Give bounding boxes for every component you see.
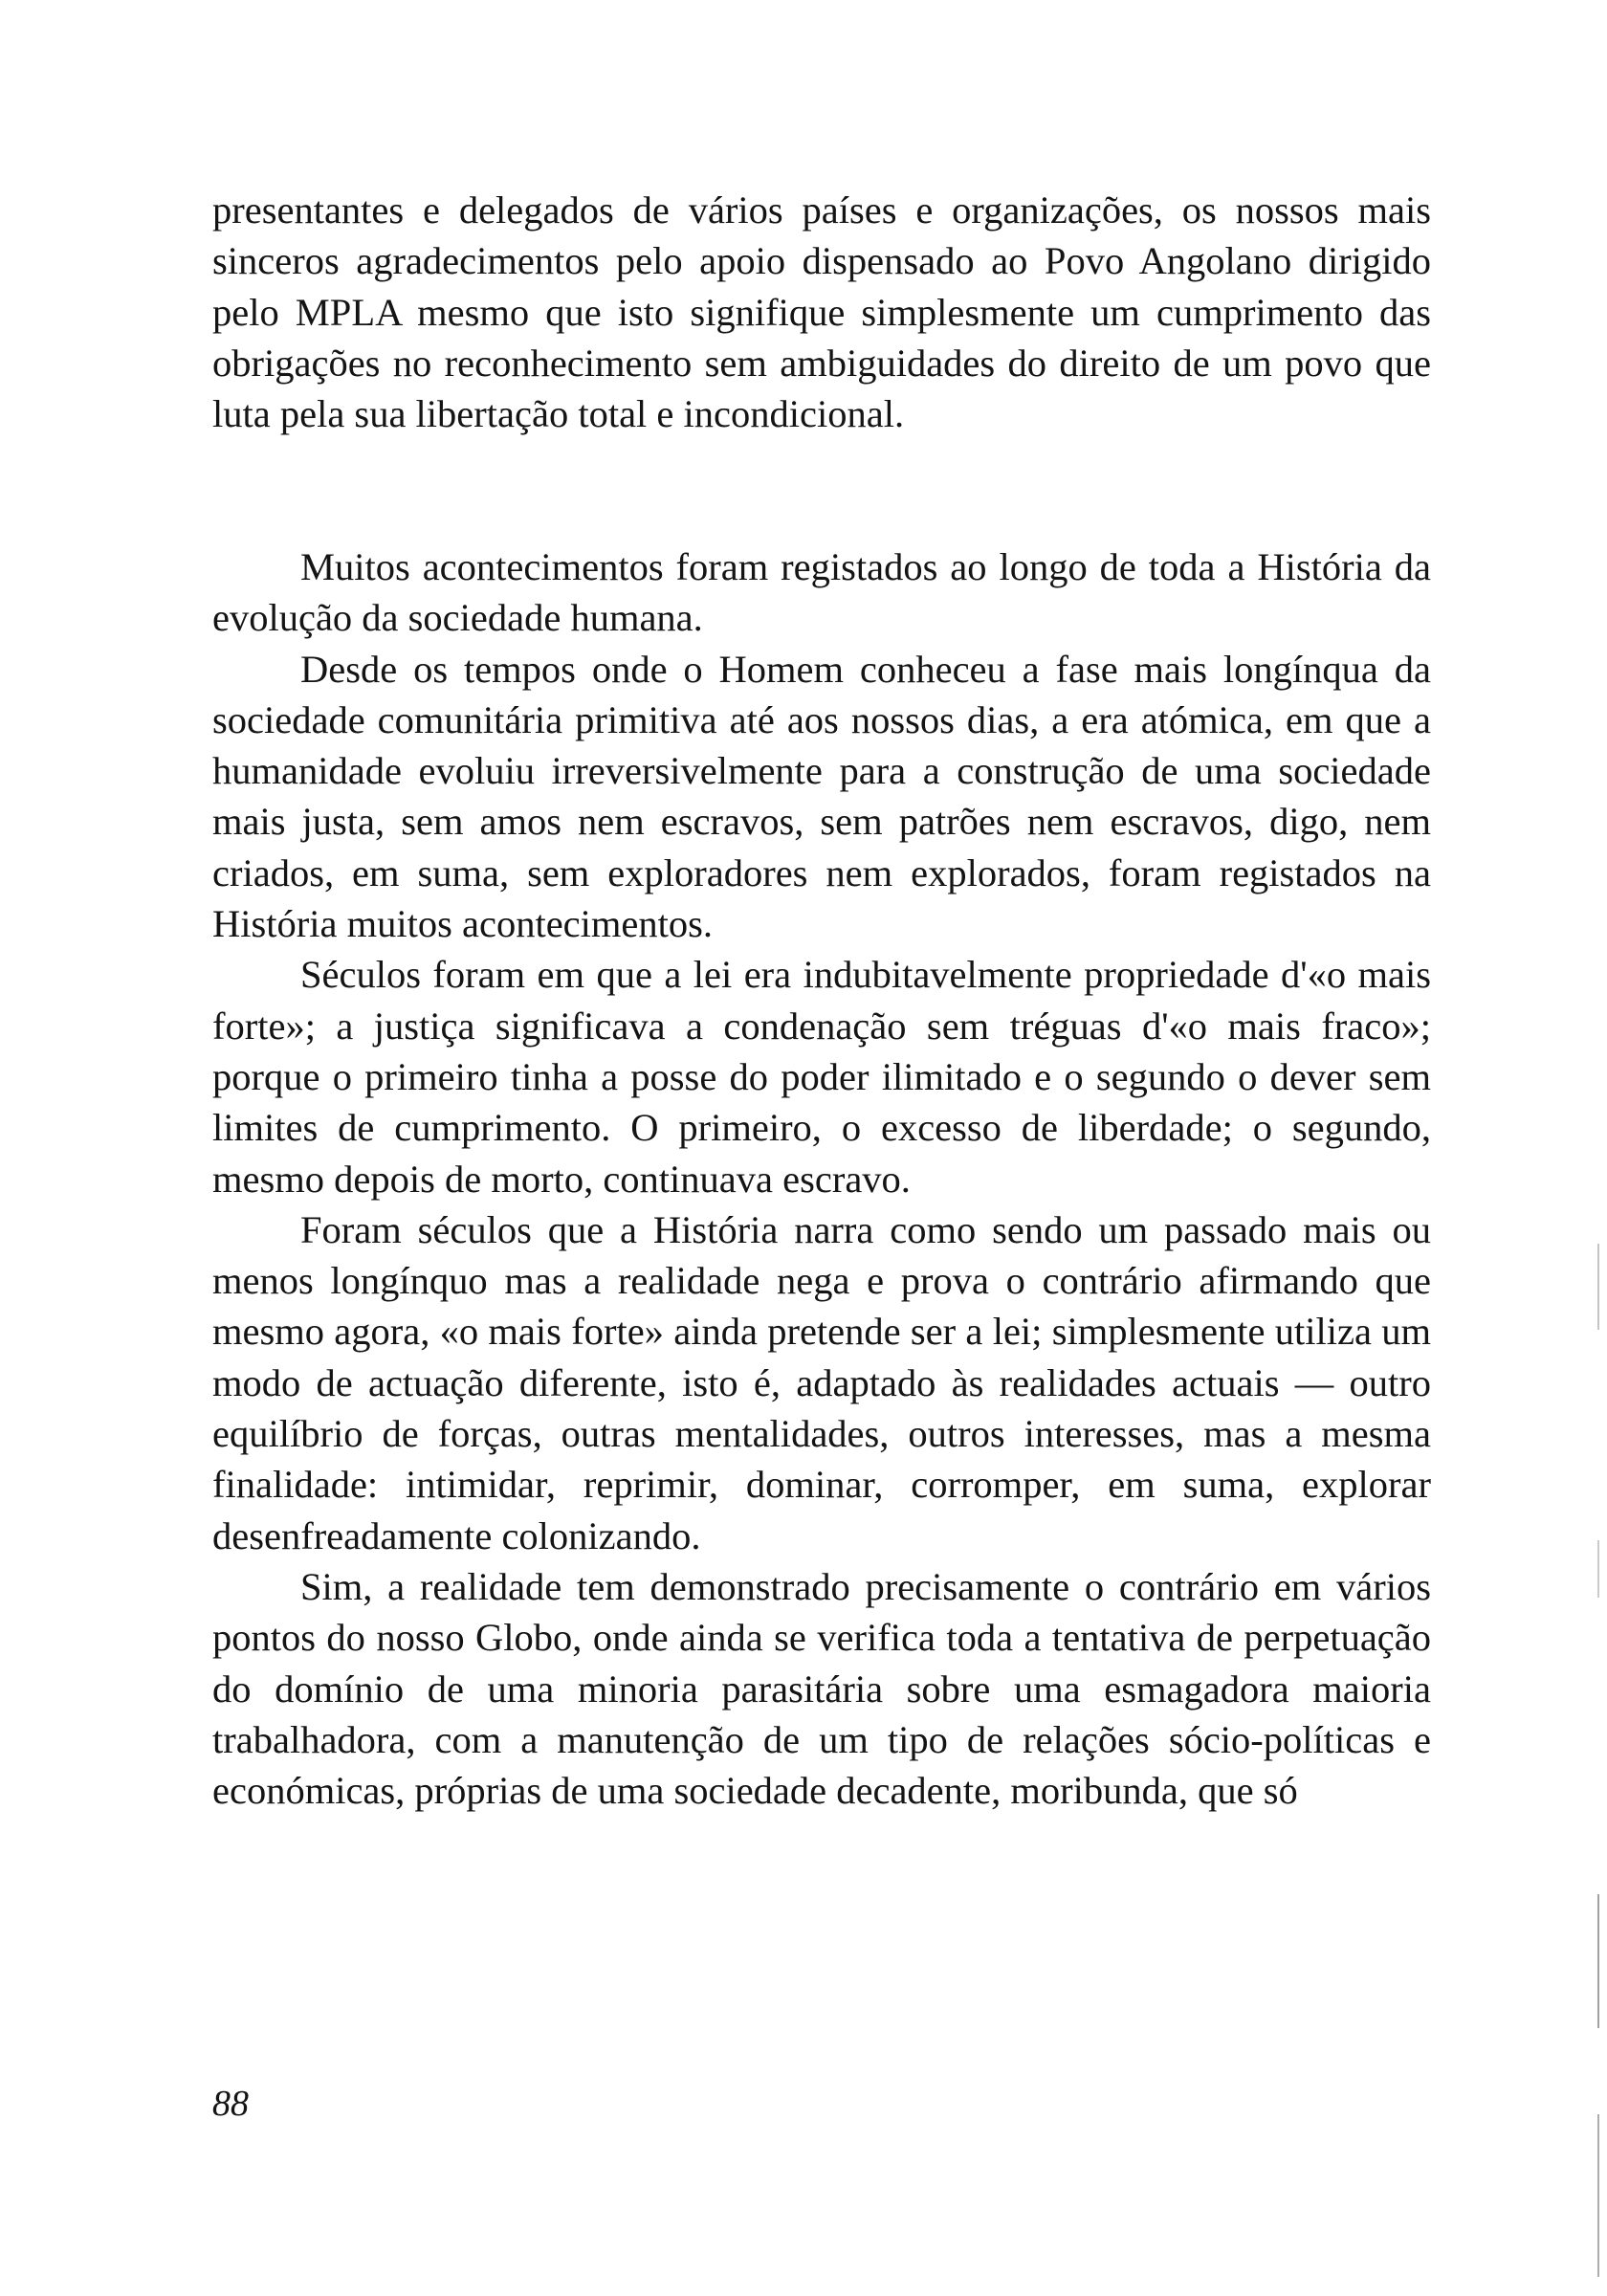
paragraph: Desde os tempos onde o Homem conheceu a fase mais longínqua da sociedade comunitária primitiva até aos nossos dias, a era atómica, em que a humanidade evoluiu irreversivelmente para a construção de uma sociedade mais justa, sem amos nem escravos, sem patrões nem escravos, digo, nem criados, em suma, sem exploradores nem explorados, foram registados na História muitos acontecimentos.: [212, 647, 1431, 946]
paragraph: Foram séculos que a História narra como sendo um passado mais ou menos longínquo mas a realidade nega e prova o contrário afirmando que mesmo agora, «o mais forte» ainda pretende ser a lei; simplesmente utiliza um modo de actuação diferente, isto é, adaptado às realidades actuais — outro equilíbrio de forças, outras mentalidades, outros interesses, mas a mesma finalidade: intimidar, reprimir, dominar, corromper, em suma, explorar desenfreadamente colonizando.: [212, 1207, 1431, 1557]
paragraph-continuation: presentantes e delegados de vários países e organizações, os nossos mais sinceros agradecimentos pelo apoio dispensado ao Povo Angolano dirigido pelo MPLA mesmo que isto signifique simplesmente um cumprimento das obrigações no reconhecimento sem ambiguidades do direito de um povo que luta pela sua libertação total e incondicional.: [212, 188, 1431, 436]
paragraph: Muitos acontecimentos foram registados ao longo de toda a História da evolução da sociedade humana.: [212, 545, 1431, 640]
scan-edge-mark: [1597, 1894, 1599, 2028]
page-number: 88: [212, 2084, 249, 2124]
scan-edge-mark: [1597, 1244, 1599, 1330]
scan-edge-mark: [1597, 1540, 1599, 1598]
main-text-block: [212, 541, 1431, 1816]
paragraph: Sim, a realidade tem demonstrado precisamente o contrário em vários pontos do nosso Globo, onde ainda se verifica toda a tentativa de perpetuação do domínio de uma minoria parasitária sobre uma esmagadora maioria trabalhadora, com a manutenção de um tipo de relações sócio-políticas e económicas, próprias de uma sociedade decadente, moribunda, que só: [212, 1564, 1431, 1813]
continuation-text-block: [212, 185, 1431, 439]
paragraph: Séculos foram em que a lei era indubitavelmente propriedade d'«o mais forte»; a justiça significava a condenação sem tréguas d'«o mais fraco»; porque o primeiro tinha a posse do poder ilimitado e o segundo o dever sem limites de cumprimento. O primeiro, o excesso de liberdade; o segundo, mesmo depois de morto, continuava escravo.: [212, 953, 1431, 1201]
scan-edge-mark: [1597, 2114, 1599, 2277]
